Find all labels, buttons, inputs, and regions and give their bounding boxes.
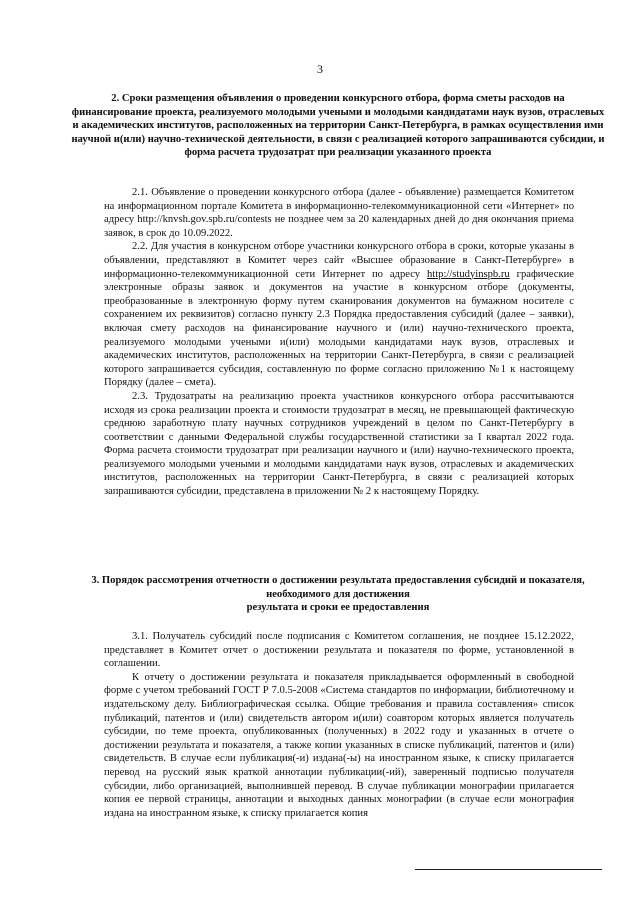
section-3-heading-line-1: 3. Порядок рассмотрения отчетности о достижении результата предоставления субсидий и показателя, необходимого для достижения [91,575,585,600]
studyinspb-link[interactable]: http://studyinspb.ru [426,268,510,280]
paragraph-2-1: 2.1. Объявление о проведении конкурсного отбора (далее - объявление) размещается Комитетом на информационном портале Комитета в информационно-телекоммуникационной сети «Интернет» по адресу http://knvsh.gov.spb.ru/contests не позднее чем за 20 календарных дней до дня окончания приема заявок, в срок до 10.09.2022. [104,187,574,239]
paragraph-2-2-text-start: 2.2. Для участия в конкурсном отборе участники конкурсного отбора в сроки, которые указаны в объявлении, представляют в Комитет через сайт «Высшее образование в Санкт-Петербурге» в информационно-телекоммуникационной сети Интернет по адресу [104,241,574,280]
paragraph-2-3: 2.3. Трудозатраты на реализацию проекта участников конкурсного отбора рассчитываются исходя из срока реализации проекта и стоимости трудозатрат в месяц, не превышающей фактическую среднюю заработную плату научных сотрудников учреждений в целом по Санкт-Петербургу в соответствии с данными Федеральной службы государственной статистики за I квартал 2022 года. Форма расчета стоимости трудозатрат при реализации научного и (или) научно-технического проекта, реализуемого молодыми учеными и молодыми кандидатами наук вузов, отраслевых и академических институтов, расположенных на территории Санкт-Петербурга, в связи с реализацией которых запрашиваются субсидии, представлена в приложении № 2 к настоящему Порядку. [104,390,574,498]
page-number: 3 [317,62,323,76]
paragraph-3-1: 3.1. Получатель субсидий после подписания с Комитетом соглашения, не позднее 15.12.2022, представляет в Комитет отчет о достижении результата и показателя по форме, установленной в соглашении. [104,631,574,670]
footer-rule [415,869,602,870]
paragraph-3-2: К отчету о достижении результата и показателя прикладывается оформленный в свободной форме с учетом требований ГОСТ Р 7.0.5-2008 «Система стандартов по информации, библиотечному и издательскому делу. Библиографическая ссылка. Общие требования и правила составления» список публикаций, патентов и (или) свидетельств автором и(или) соавтором которых является получатель субсидии, по теме проекта, опубликованных (полученных) в 2022 году и указанных в отчете о достижении результата и показателя, а также копии указанных в списке публикаций, патентов и (или) свидетельств. В случае если публикация(-и) издана(-ы) на иностранном языке, к списку прилагается перевод на русский язык краткой аннотации публикации(-ий), заверенный подписью получателя субсидии, либо организацией, выполнившей перевод. В случае публикации монографии прилагается копия ее первой страницы, аннотации и выходных данных монографии (в случае если монография издана на иностранном языке, к списку прилагается копия [104,671,574,819]
section-2-body [104,186,574,499]
section-3-heading-line-2: результата и сроки ее предоставления [246,602,430,614]
section-3-heading [70,574,606,615]
section-2-heading: 2. Сроки размещения объявления о проведении конкурсного отбора, форма сметы расходов на финансирование проекта, реализуемого молодыми учеными и молодыми кандидатами наук вузов, отраслевых и академических институтов, расположенных на территории Санкт-Петербурга, в рамках осуществления ими научной и(или) научно-технической деятельности, в связи с реализацией которого запрашиваются субсидии, и форма расчета трудозатрат при реализации указанного проекта [71,93,605,159]
paragraph-2-2-text-end: графические электронные образы заявок и документов на участие в конкурсном отборе (документы, преобразованные в электронную форму путем сканирования документов на бумажном носителе с сохранением их реквизитов) согласно пункту 2.3 Порядка предоставления субсидий (далее – заявки), включая смету расходов на финансирование научного и (или) научно-технического проекта, реализуемого молодыми учеными и(или) молодыми кандидатами наук вузов, отраслевых и академических институтов, расположенных на территории Санкт-Петербурга, в связи с реализацией которого запрашивается субсидия, составленную по форме согласно приложению №1 к настоящему Порядку (далее – смета). [104,268,574,389]
section-3-body [104,630,574,820]
paragraph-2-2 [104,240,574,390]
